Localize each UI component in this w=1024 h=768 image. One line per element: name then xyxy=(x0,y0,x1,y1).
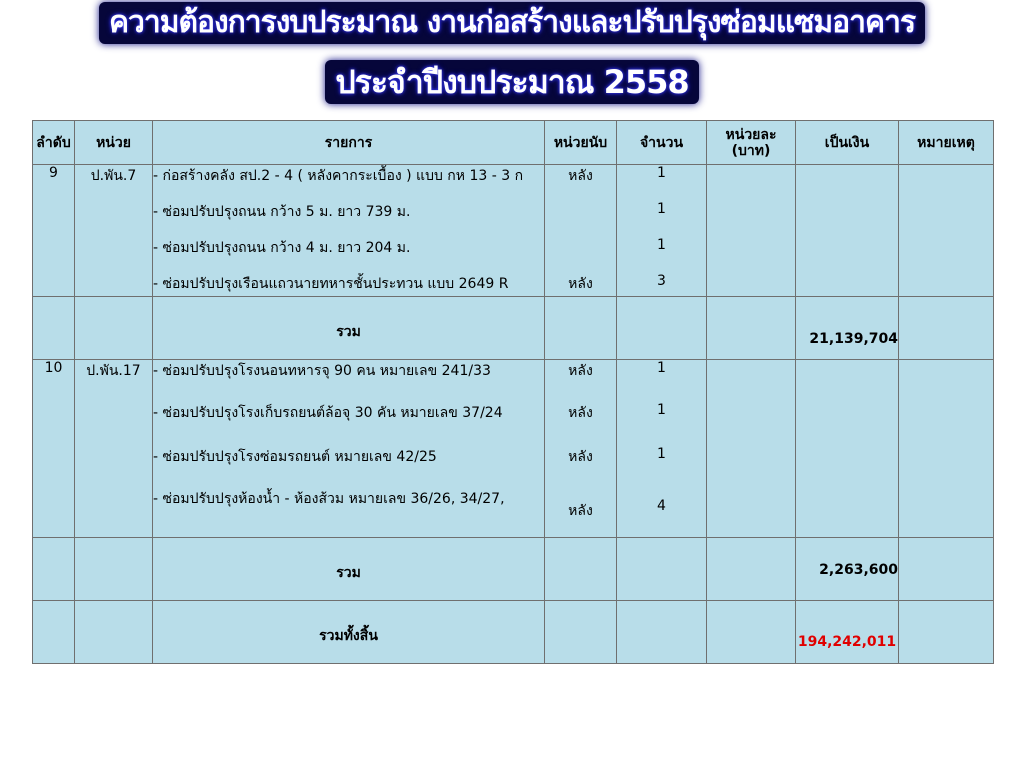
row-description: - ซ่อมปรับปรุงเรือนแถวนายทหารชั้นประทวน แบบ 2649 R xyxy=(153,261,545,297)
row-description: - ซ่อมปรับปรุงโรงเก็บรถยนต์ล้อจุ 30 คัน หมายเลข 37/24 xyxy=(153,394,545,432)
subtotal-row xyxy=(33,538,994,601)
row-description: - ซ่อมปรับปรุงโรงซ่อมรถยนต์ หมายเลข 42/25 xyxy=(153,432,545,474)
table-row xyxy=(33,474,994,538)
row-count-unit: หลัง xyxy=(545,394,617,432)
row-quantity: 1 xyxy=(617,394,707,432)
row-count-unit: หลัง xyxy=(545,165,617,196)
row-description: - ซ่อมปรับปรุงห้องน้ำ - ห้องส้วม หมายเลข 36/26, 34/27, xyxy=(153,474,545,538)
row-quantity: 1 xyxy=(617,165,707,196)
row-no: 9 xyxy=(33,165,75,196)
table-row xyxy=(33,394,994,432)
row-description: - ซ่อมปรับปรุงถนน กว้าง 5 ม. ยาว 739 ม. xyxy=(153,196,545,225)
header-unit: หน่วย xyxy=(75,121,153,165)
row-description: - ซ่อมปรับปรุงโรงนอนทหารจุ 90 คน หมายเลข 241/33 xyxy=(153,360,545,394)
budget-table xyxy=(32,120,994,664)
table-row xyxy=(33,196,994,225)
row-count-unit: หลัง xyxy=(545,261,617,297)
header-quantity: จำนวน xyxy=(617,121,707,165)
page-subtitle xyxy=(0,60,1024,104)
grand-total-amount: 194,242,011 xyxy=(796,601,899,664)
row-quantity: 1 xyxy=(617,225,707,261)
subtotal-row xyxy=(33,297,994,360)
row-description: - ก่อสร้างคลัง สป.2 - 4 ( หลังคากระเบื้อง ) แบบ กห 13 - 3 ก xyxy=(153,165,545,196)
table-row xyxy=(33,225,994,261)
header-description: รายการ xyxy=(153,121,545,165)
subtotal-amount: 21,139,704 xyxy=(796,297,899,360)
table-row xyxy=(33,432,994,474)
table-row xyxy=(33,261,994,297)
row-quantity: 1 xyxy=(617,432,707,474)
row-quantity: 3 xyxy=(617,261,707,297)
header-no: ลำดับ xyxy=(33,121,75,165)
subtotal-label: รวม xyxy=(153,297,545,360)
header-remark: หมายเหตุ xyxy=(899,121,994,165)
page-title xyxy=(0,2,1024,44)
row-count-unit: หลัง xyxy=(545,360,617,394)
subtotal-amount: 2,263,600 xyxy=(796,538,899,601)
grand-total-label: รวมทั้งสิ้น xyxy=(153,601,545,664)
row-quantity: 1 xyxy=(617,360,707,394)
row-unit: ป.พัน.17 xyxy=(75,360,153,394)
row-description: - ซ่อมปรับปรุงถนน กว้าง 4 ม. ยาว 204 ม. xyxy=(153,225,545,261)
row-count-unit: หลัง xyxy=(545,474,617,538)
header-unit-price: หน่วยละ (บาท) xyxy=(707,121,796,165)
header-amount: เป็นเงิน xyxy=(796,121,899,165)
subtotal-label: รวม xyxy=(153,538,545,601)
row-quantity: 1 xyxy=(617,196,707,225)
page-title-line2: ประจำปีงบประมาณ 2558 xyxy=(325,60,698,104)
row-count-unit xyxy=(545,196,617,225)
header-row xyxy=(33,121,994,165)
header-count-unit: หน่วยนับ xyxy=(545,121,617,165)
row-quantity: 4 xyxy=(617,474,707,538)
table-row xyxy=(33,360,994,394)
row-count-unit: หลัง xyxy=(545,432,617,474)
row-unit: ป.พัน.7 xyxy=(75,165,153,196)
row-no: 10 xyxy=(33,360,75,394)
table-row xyxy=(33,165,994,196)
grand-total-row xyxy=(33,601,994,664)
page-title-line1: ความต้องการงบประมาณ งานก่อสร้างและปรับปรุงซ่อมแซมอาคาร xyxy=(99,2,925,44)
row-count-unit xyxy=(545,225,617,261)
